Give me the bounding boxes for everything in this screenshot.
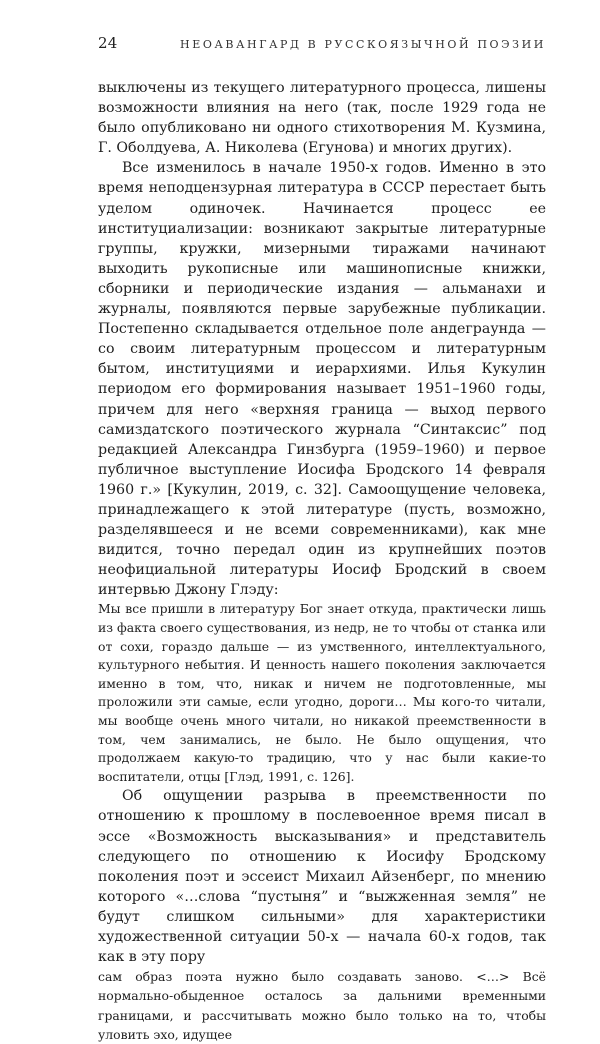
body-text [98, 78, 546, 1044]
page-number: 24 [98, 34, 118, 52]
running-head: НЕОАВАНГАРД В РУССКОЯЗЫЧНОЙ ПОЭЗИИ [180, 38, 546, 51]
block-quote-aizenberg: сам образ поэта нужно было создавать заново. <…> Всё нормально-обыденное осталось за дальними временными границами, и рассчитывать можно было только на то, чтобы уловить эхо, идущее [98, 969, 546, 1042]
page-header [98, 34, 546, 52]
paragraph-continuation: выключены из текущего литературного процесса, лишены возможности влияния на него (так, после 1929 года не было опубликовано ни одного стихотворения М. Кузмина, Г. Оболдуева, А. Николева (Егунова) и многих других). [98, 80, 546, 157]
paragraph-aizenberg: Об ощущении разрыва в преемственности по отношению к прошлому в послевоенное время писал в эссе «Возможность высказывания» и представитель следующего по отношению к Иосифу Бродскому поколения поэт и эссеист Михаил Айзенберг, по мнению которого «…слова “пустыня” и “выжженная земля” не будут слишком сильными» для характеристики художественной ситуации 50-х — начала 60-х годов, так как в эту пору [98, 788, 546, 966]
block-quote-brodsky: Мы все пришли в литературу Бог знает откуда, практически лишь из факта своего существования, из недр, не то чтобы от станка или от сохи, гораздо дальше — из умственного, интеллектуального, культурного небытия. И ценность нашего поколения заключается именно в том, что, никак и ничем не подготовленные, мы проложили эти самые, если угодно, дороги… Мы кого-то читали, мы вообще очень много читали, но никакой преемственности в том, чем занимались, не было. Не было ощущения, что продолжаем какую-то традицию, что у нас были какие-то воспитатели, отцы [Глэд, 1991, с. 126]. [98, 601, 546, 784]
paragraph-institutionalization: Все изменилось в начале 1950-х годов. Именно в это время неподцензурная литература в СССР перестает быть уделом одиночек. Начинается процесс ее институциализации: возникают закрытые литературные группы, кружки, мизерными тиражами начинают выходить рукописные или машинописные книжки, сборники и периодические издания — альманахи и журналы, появляются первые зарубежные публикации. Постепенно складывается отдельное поле андеграунда — со своим литературным процессом и литературным бытом, институциями и иерархиями. Илья Кукулин периодом его формирования называет 1951–1960 годы, причем для него «верхняя граница — выход первого самиздатского поэтического журнала “Синтаксис” под редакцией Александра Гинзбурга (1959–1960) и первое публичное выступление Иосифа Бродского 14 февраля 1960 г.» [Кукулин, 2019, с. 32]. Самоощущение человека, принадлежащего к этой литературе (пусть, возможно, разделявшееся и не всеми современниками), как мне видится, точно передал один из крупнейших поэтов неофициальной литературы Иосиф Бродский в своем интервью Джону Глэду: [98, 160, 546, 599]
